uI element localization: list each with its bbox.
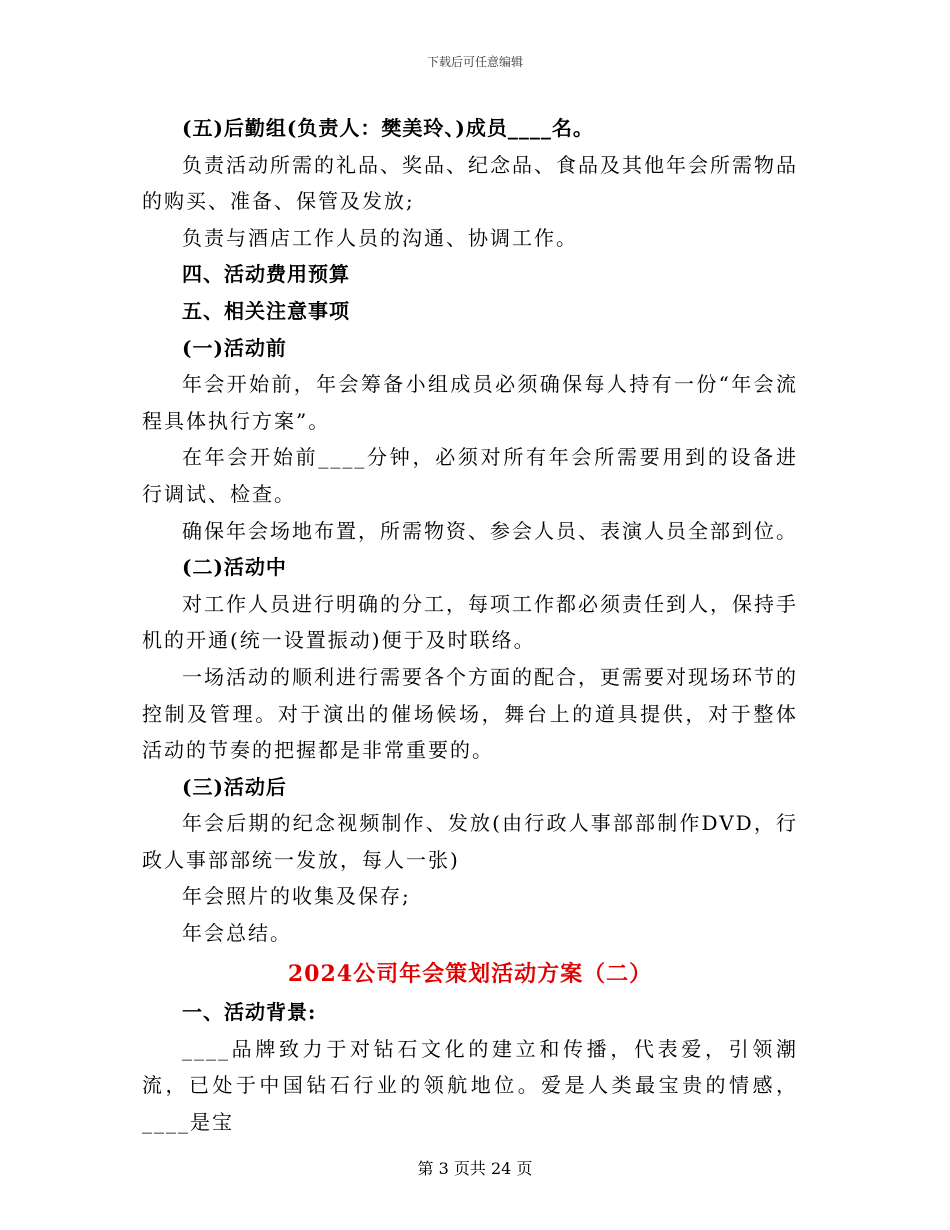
page-footer: 第 3 页共 24 页 bbox=[417, 1159, 533, 1178]
paragraph: 负责活动所需的礼品、奖品、纪念品、食品及其他年会所需物品的购买、准备、保管及发放; bbox=[142, 152, 798, 214]
paragraph: 一场活动的顺利进行需要各个方面的配合，更需要对现场环节的控制及管理。对于演出的催场候场，舞台上的道具提供，对于整体活动的节奏的把握都是非常重要的。 bbox=[142, 664, 798, 763]
heading-background: 一、活动背景: bbox=[182, 1000, 317, 1025]
paragraph: 对工作人员进行明确的分工，每项工作都必须责任到人，保持手机的开通(统一设置振动)便于及时联络。 bbox=[142, 591, 798, 653]
paragraph: 年会总结。 bbox=[182, 921, 292, 946]
paragraph: 确保年会场地布置，所需物资、参会人员、表演人员全部到位。 bbox=[182, 518, 798, 543]
heading-before: (一)活动前 bbox=[182, 335, 287, 360]
paragraph: 年会开始前，年会筹备小组成员必须确保每人持有一份“年会流程具体执行方案”。 bbox=[142, 372, 798, 433]
paragraph: 在年会开始前____分钟，必须对所有年会所需要用到的设备进行调试、检查。 bbox=[142, 445, 798, 506]
heading-notes: 五、相关注意事项 bbox=[182, 298, 350, 323]
heading-budget: 四、活动费用预算 bbox=[182, 262, 350, 287]
paragraph: 年会照片的收集及保存; bbox=[182, 884, 411, 909]
heading-logistics: (五)后勤组(负责人：樊美玲、)成员____名。 bbox=[182, 116, 594, 140]
paragraph: 负责与酒店工作人员的沟通、协调工作。 bbox=[182, 225, 578, 250]
section-title: 2024公司年会策划活动方案（二） bbox=[287, 960, 653, 987]
paragraph: ____品牌致力于对钻石文化的建立和传播，代表爱，引领潮流，已处于中国钻石行业的领航地位。爱是人类最宝贵的情感，____是宝 bbox=[142, 1036, 798, 1135]
page-header: 下载后可任意编辑 bbox=[426, 55, 523, 69]
heading-after: (三)活动后 bbox=[182, 774, 287, 799]
paragraph: 年会后期的纪念视频制作、发放(由行政人事部部制作DVD，行政人事部部统一发放，每人一张) bbox=[142, 811, 798, 872]
document-body bbox=[142, 110, 798, 1141]
heading-during: (二)活动中 bbox=[182, 555, 287, 580]
